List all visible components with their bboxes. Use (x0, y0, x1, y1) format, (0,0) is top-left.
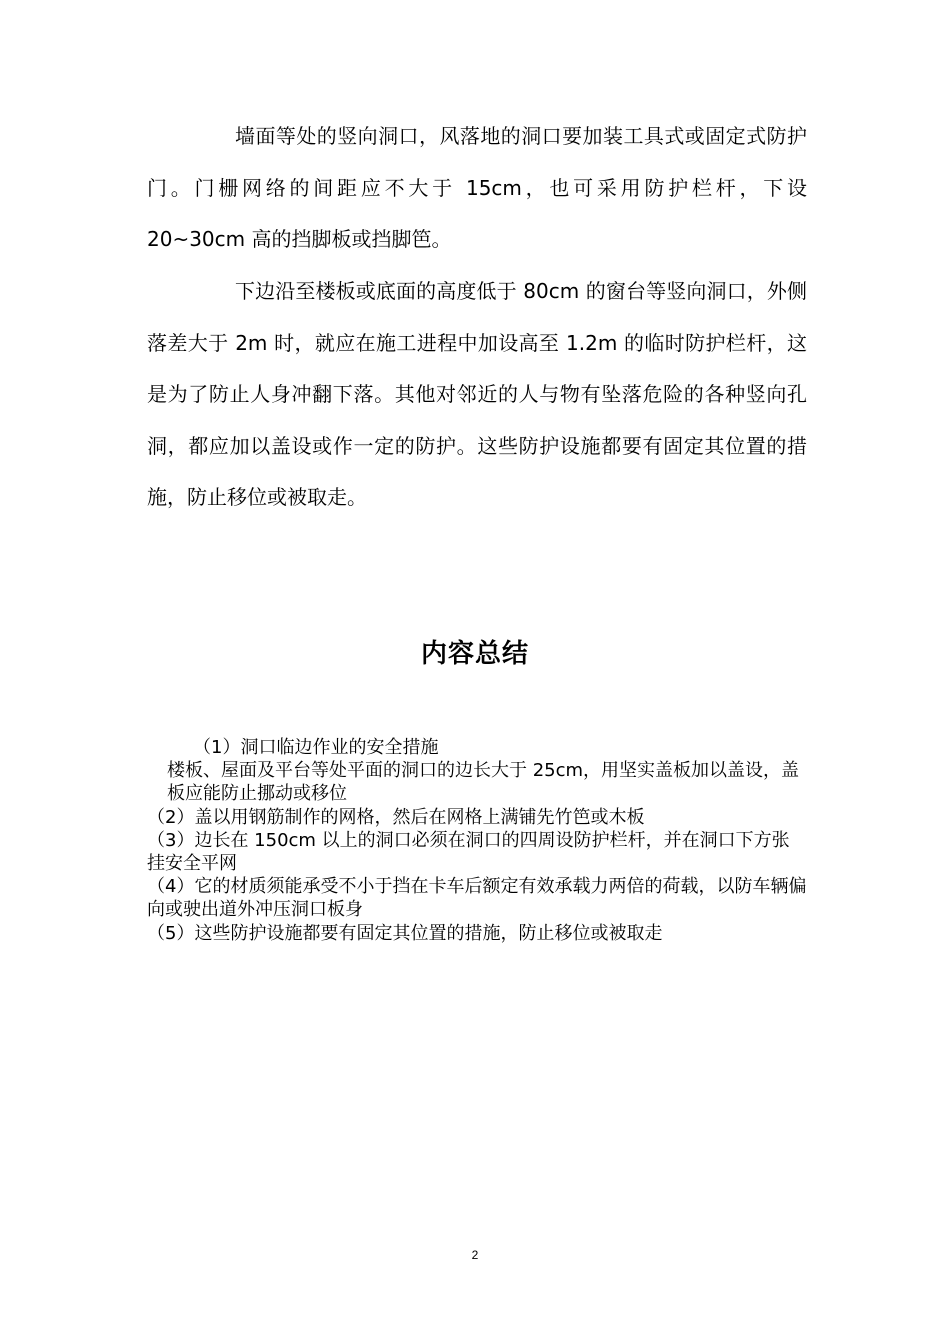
summary-line: 楼板、屋面及平台等处平面的洞口的边长大于 25cm，用坚实盖板加以盖设，盖板应能防止挪动或移位 (167, 760, 800, 805)
paragraph-text: 下边沿至楼板或底面的高度低于 80cm 的窗台等竖向洞口，外侧落差大于 2m 时，就应在施工进程中加设高至 1.2m 的临时防护栏杆，这是为了防止人身冲翻下落。其他对邻近的人与物有坠落危险的各种竖向孔洞，都应加以盖设或作一定的防护。这些防护设施都要有固定其位置的措施，防止移位或被取走。 (147, 279, 807, 509)
body-paragraph-1 (147, 111, 807, 266)
summary-list (147, 736, 807, 945)
summary-line: （2）盖以用钢筋制作的网格，然后在网格上满铺先竹笆或木板 (147, 806, 645, 828)
summary-line: （1）洞口临边作业的安全措施 (193, 737, 439, 758)
summary-line: （4）它的材质须能承受不小于挡在卡车后额定有效承载力两倍的荷载，以防车辆偏向或驶出道外冲压洞口板身 (147, 876, 807, 921)
page-number: 2 (471, 1248, 479, 1262)
body-paragraph-2 (147, 266, 807, 524)
summary-line: （5）这些防护设施都要有固定其位置的措施，防止移位或被取走 (147, 922, 663, 944)
summary-title: 内容总结 (420, 639, 529, 669)
paragraph-text: 墙面等处的竖向洞口，风落地的洞口要加装工具式或固定式防护门。门栅网络的间距应不大于 15cm，也可采用防护栏杆，下设 20~30cm 高的挡脚板或挡脚笆。 (147, 124, 807, 251)
summary-line: （3）边长在 150cm 以上的洞口必须在洞口的四周设防护栏杆，并在洞口下方张挂安全平网 (147, 829, 790, 875)
